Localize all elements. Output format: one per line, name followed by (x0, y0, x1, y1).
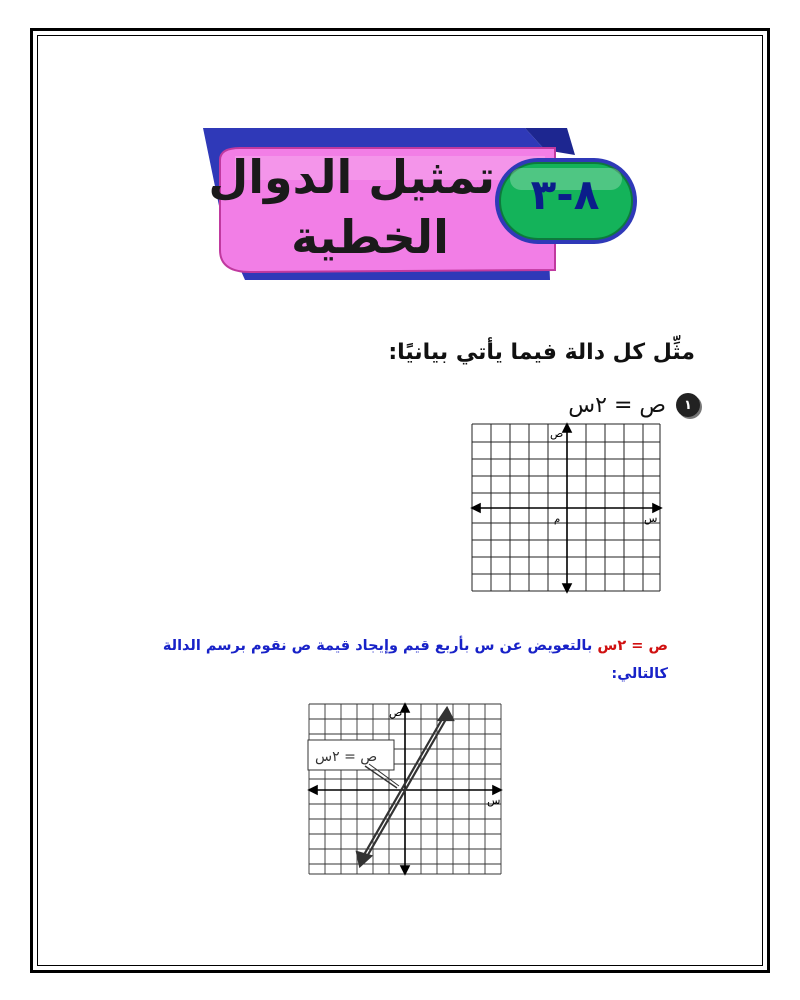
question-equation: ص = ٢س (568, 392, 666, 418)
lesson-title-line1: تمثيل الدوال (208, 150, 495, 204)
answer-graph-y-label: ص (389, 706, 403, 719)
grid-origin-label: م (554, 514, 561, 525)
answer-graph (305, 700, 505, 878)
instruction-text: مثِّل كل دالة فيما يأتي بيانيًا: (388, 340, 695, 365)
grid-x-axis-label: س (644, 512, 658, 525)
solution-text (148, 632, 668, 688)
solution-equation: ص = ٢س (597, 638, 668, 654)
grid-y-axis-label: ص (550, 427, 564, 440)
empty-coordinate-grid (470, 422, 664, 594)
question-row (568, 390, 700, 420)
lesson-title-line2: الخطية (291, 210, 449, 264)
answer-graph-equation-label: ص = ٢س (315, 749, 378, 765)
question-number-badge: ١ (676, 393, 700, 417)
lesson-number: ٨-٣ (530, 170, 600, 219)
solution-explanation: بالتعويض عن س بأربع قيم وإيجاد قيمة ص نقوم برسم الدالة كالتالي: (162, 638, 668, 682)
answer-graph-x-label: س (487, 794, 501, 807)
